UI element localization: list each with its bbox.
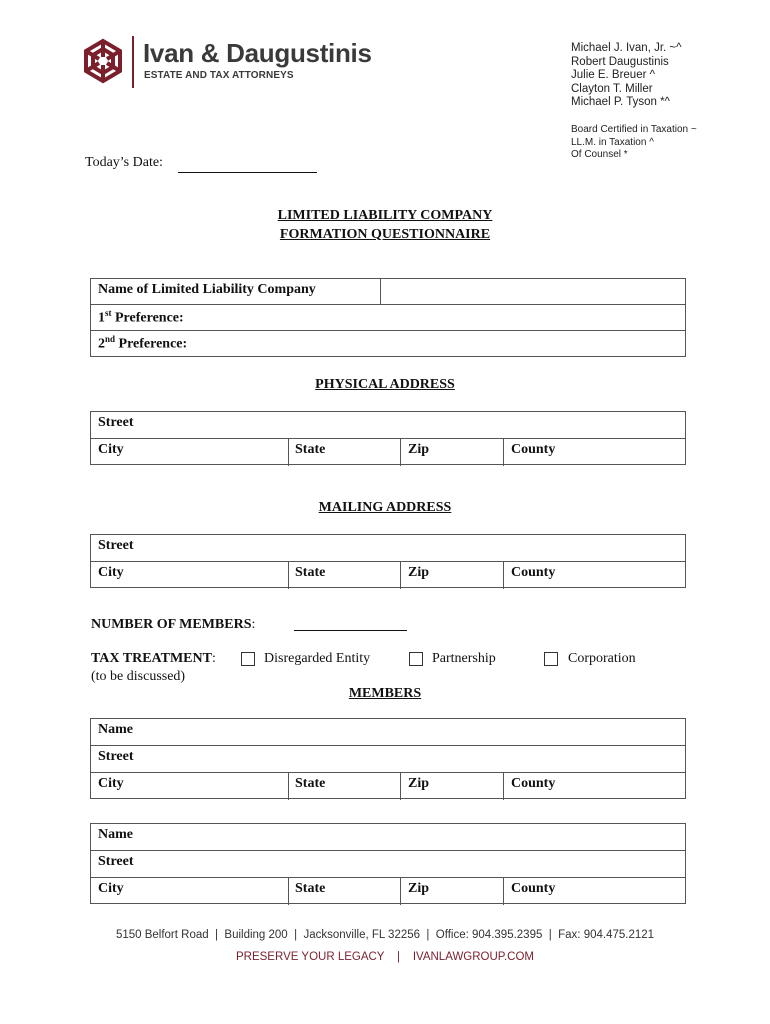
pref1-label: 1st Preference: [98,308,184,326]
state-label: State [295,881,326,896]
physical-address-table [90,411,686,465]
name-label: Name [98,722,133,737]
mailing-address-table [90,534,686,588]
city-state-zip-row [91,562,685,589]
attorney-name: Clayton T. Miller [571,82,653,95]
llc-name-table [90,278,686,357]
pref2-row[interactable] [91,331,685,357]
street-label: Street [98,538,134,553]
hexagon-knot-logo-icon [80,38,126,84]
members-heading: MEMBERS [348,686,422,701]
firm-subtitle: ESTATE AND TAX ATTORNEYS [144,70,294,81]
city-state-zip-row [91,773,685,800]
form-title-line2: FORMATION QUESTIONNAIRE [279,227,491,242]
city-state-zip-row [91,439,685,466]
tax-treatment-note: (to be discussed) [91,669,186,684]
credential-legend [571,124,697,162]
county-label: County [511,881,556,896]
zip-label: Zip [408,565,430,580]
disregarded-entity-label: Disregarded Entity [264,651,371,666]
name-label: Name [98,827,133,842]
number-of-members-label: NUMBER OF MEMBERS: [91,617,256,632]
corporation-checkbox[interactable] [544,652,558,666]
county-label: County [511,776,556,791]
logo-divider [132,36,134,88]
state-label: State [295,442,326,457]
llc-name-input[interactable] [381,279,685,304]
physical-address-heading: PHYSICAL ADDRESS [315,377,455,392]
date-input-line[interactable] [178,172,317,173]
legend-item: LL.M. in Taxation ^ [571,136,654,148]
pref2-label: 2nd Preference: [98,334,188,352]
zip-label: Zip [408,442,430,457]
form-title-line1: LIMITED LIABILITY COMPANY [277,208,493,223]
date-label: Today’s Date: [85,155,163,170]
zip-label: Zip [408,881,430,896]
firm-name: Ivan & Daugustinis [143,38,372,68]
legend-item: Of Counsel * [571,149,628,161]
city-label: City [98,565,124,580]
city-label: City [98,442,124,457]
llc-name-row [91,279,685,305]
number-of-members-input-line[interactable] [294,630,407,631]
county-label: County [511,442,556,457]
mailing-address-heading: MAILING ADDRESS [318,500,452,515]
zip-label: Zip [408,776,430,791]
llc-name-label: Name of Limited Liability Company [98,282,316,297]
county-label: County [511,565,556,580]
partnership-checkbox[interactable] [409,652,423,666]
city-label: City [98,881,124,896]
city-state-zip-row [91,878,685,905]
member-table [90,823,686,904]
partnership-label: Partnership [432,651,496,666]
city-label: City [98,776,124,791]
attorney-list [571,42,682,110]
name-row[interactable] [91,719,685,746]
attorney-name: Michael J. Ivan, Jr. ~^ [571,42,682,54]
attorney-name: Robert Daugustinis [571,55,669,68]
member-table [90,718,686,799]
attorney-name: Michael P. Tyson *^ [571,96,670,109]
state-label: State [295,776,326,791]
footer-tagline: PRESERVE YOUR LEGACY | IVANLAWGROUP.COM [235,951,535,963]
street-label: Street [98,749,134,764]
street-label: Street [98,415,134,430]
attorney-name: Julie E. Breuer ^ [571,69,656,82]
street-row[interactable] [91,535,685,562]
street-row[interactable] [91,412,685,439]
name-row[interactable] [91,824,685,851]
street-row[interactable] [91,746,685,773]
disregarded-entity-checkbox[interactable] [241,652,255,666]
state-label: State [295,565,326,580]
pref1-row[interactable] [91,305,685,331]
street-row[interactable] [91,851,685,878]
tax-treatment-label: TAX TREATMENT: [91,651,216,666]
corporation-label: Corporation [568,651,636,666]
footer-address: 5150 Belfort Road | Building 200 | Jacksonville, FL 32256 | Office: 904.395.2395 | Fax: 904.475.2121 [115,929,655,941]
legend-item: Board Certified in Taxation ~ [571,124,697,135]
street-label: Street [98,854,134,869]
